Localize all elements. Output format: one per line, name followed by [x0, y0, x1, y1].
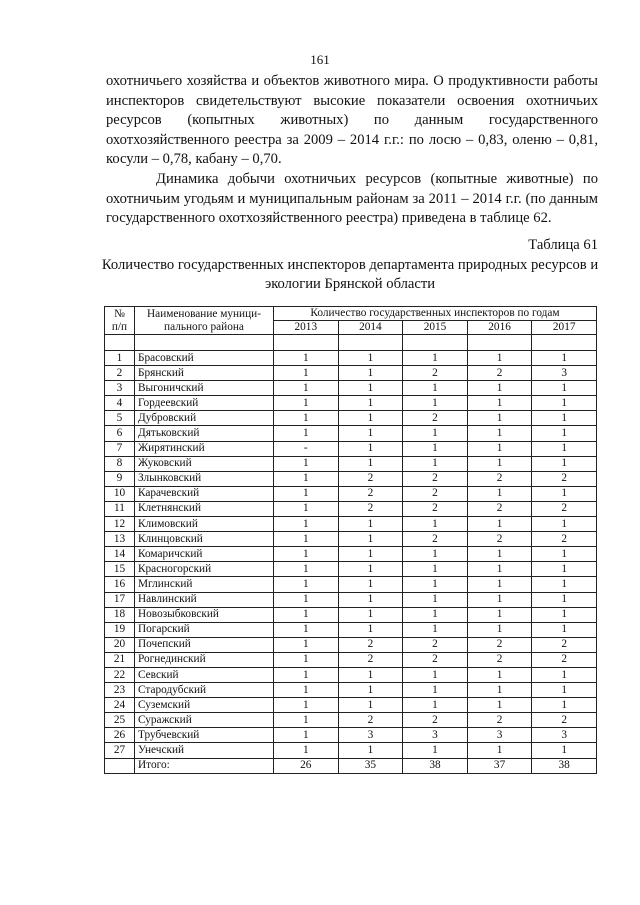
inspector-count: 1 — [532, 683, 597, 698]
district-name: Климовский — [135, 517, 274, 532]
inspector-count: 1 — [274, 547, 339, 562]
table-row — [105, 366, 597, 381]
inspector-count: 1 — [467, 547, 532, 562]
inspector-count: 1 — [403, 577, 468, 592]
inspector-count: 1 — [403, 441, 468, 456]
inspector-count: 1 — [274, 486, 339, 501]
inspector-count: 1 — [274, 562, 339, 577]
inspector-count: 2 — [467, 471, 532, 486]
inspector-count: 1 — [403, 607, 468, 622]
inspector-count: 1 — [274, 698, 339, 713]
district-name: Красногорский — [135, 562, 274, 577]
header-year: 2013 — [274, 321, 339, 335]
district-name: Суражский — [135, 713, 274, 728]
district-name: Клетнянский — [135, 501, 274, 516]
total-count: 38 — [403, 758, 468, 773]
inspector-count: 2 — [338, 501, 403, 516]
inspector-count: 1 — [467, 456, 532, 471]
row-number: 22 — [105, 667, 135, 682]
inspector-count: 1 — [532, 381, 597, 396]
inspector-count: 2 — [467, 532, 532, 547]
header-year: 2017 — [532, 321, 597, 335]
inspector-count: 2 — [532, 501, 597, 516]
inspector-count: 2 — [467, 637, 532, 652]
district-name: Карачевский — [135, 486, 274, 501]
inspector-count: 2 — [403, 713, 468, 728]
table-row — [105, 426, 597, 441]
inspector-count: 1 — [532, 577, 597, 592]
inspector-count: 1 — [403, 592, 468, 607]
row-number: 2 — [105, 366, 135, 381]
inspector-count: 1 — [274, 683, 339, 698]
header-name: Наименование муници- пального района — [135, 307, 274, 335]
row-number: 17 — [105, 592, 135, 607]
row-number: 18 — [105, 607, 135, 622]
inspector-count: 1 — [274, 471, 339, 486]
inspector-count: 3 — [467, 728, 532, 743]
inspector-count: 2 — [403, 652, 468, 667]
table-row — [105, 607, 597, 622]
inspector-count: 1 — [403, 426, 468, 441]
total-num-cell — [105, 758, 135, 773]
district-name: Гордеевский — [135, 396, 274, 411]
inspector-count: 1 — [274, 411, 339, 426]
district-name: Брасовский — [135, 351, 274, 366]
inspector-count: 2 — [403, 501, 468, 516]
inspector-count: 1 — [274, 351, 339, 366]
inspector-count: 1 — [274, 501, 339, 516]
table-row — [105, 547, 597, 562]
paragraph-2: Динамика добычи охотничьих ресурсов (копытные животные) по охотничьим угодьям и муниципальным районам за 2011 – 2014 г.г. (по данным государственного охотхозяйственного реестра) приведена в таблице 62. — [106, 171, 598, 227]
table-row — [105, 622, 597, 637]
inspector-count: 2 — [338, 486, 403, 501]
inspector-count: 2 — [467, 713, 532, 728]
inspector-count: 1 — [467, 607, 532, 622]
inspector-count: 2 — [403, 411, 468, 426]
inspector-count: 1 — [467, 683, 532, 698]
inspector-count: 1 — [274, 728, 339, 743]
table-row — [105, 743, 597, 758]
inspector-count: 1 — [467, 351, 532, 366]
district-name: Суземский — [135, 698, 274, 713]
row-number: 11 — [105, 501, 135, 516]
total-row — [105, 758, 597, 773]
inspector-count: 1 — [338, 607, 403, 622]
row-number: 16 — [105, 577, 135, 592]
table-row — [105, 456, 597, 471]
row-number: 5 — [105, 411, 135, 426]
inspector-count: 1 — [403, 562, 468, 577]
inspector-count: 1 — [338, 592, 403, 607]
inspector-count: 1 — [532, 622, 597, 637]
inspector-count: 1 — [532, 351, 597, 366]
table-row — [105, 486, 597, 501]
table-row — [105, 381, 597, 396]
table-row — [105, 501, 597, 516]
row-number: 3 — [105, 381, 135, 396]
inspector-count: 1 — [338, 426, 403, 441]
inspector-count: 1 — [338, 517, 403, 532]
table-row — [105, 698, 597, 713]
inspector-count: 1 — [467, 517, 532, 532]
inspector-count: 1 — [467, 441, 532, 456]
row-number: 15 — [105, 562, 135, 577]
page-number: 161 — [310, 52, 330, 67]
inspector-count: 1 — [532, 547, 597, 562]
row-number: 1 — [105, 351, 135, 366]
table-row — [105, 592, 597, 607]
inspector-count: 1 — [403, 456, 468, 471]
inspector-count: 2 — [532, 637, 597, 652]
inspector-count: 1 — [467, 396, 532, 411]
inspector-count: 1 — [403, 698, 468, 713]
district-name: Выгоничский — [135, 381, 274, 396]
inspector-count: 1 — [338, 441, 403, 456]
inspector-count: 2 — [532, 652, 597, 667]
table-row — [105, 683, 597, 698]
inspector-count: - — [274, 441, 339, 456]
inspector-count: 1 — [338, 381, 403, 396]
inspector-count: 2 — [338, 471, 403, 486]
header-num: № п/п — [105, 307, 135, 335]
spacer-row — [105, 335, 597, 351]
inspector-count: 3 — [338, 728, 403, 743]
inspector-count: 1 — [467, 562, 532, 577]
table-number: Таблица 61 — [528, 237, 598, 253]
inspector-count: 1 — [274, 517, 339, 532]
inspector-count: 3 — [532, 366, 597, 381]
district-name: Дубровский — [135, 411, 274, 426]
inspector-count: 1 — [532, 441, 597, 456]
row-number: 9 — [105, 471, 135, 486]
inspector-count: 1 — [274, 667, 339, 682]
district-name: Почепский — [135, 637, 274, 652]
inspector-count: 1 — [338, 743, 403, 758]
inspector-count: 1 — [338, 351, 403, 366]
row-number: 13 — [105, 532, 135, 547]
inspector-count: 2 — [403, 471, 468, 486]
district-name: Жирятинский — [135, 441, 274, 456]
inspector-count: 1 — [532, 743, 597, 758]
table-row — [105, 396, 597, 411]
inspector-count: 1 — [338, 562, 403, 577]
district-name: Унечский — [135, 743, 274, 758]
district-name: Новозыбковский — [135, 607, 274, 622]
inspector-count: 1 — [274, 456, 339, 471]
district-name: Брянский — [135, 366, 274, 381]
table-row — [105, 471, 597, 486]
table-row — [105, 637, 597, 652]
inspector-count: 2 — [467, 652, 532, 667]
total-count: 37 — [467, 758, 532, 773]
inspector-count: 2 — [403, 366, 468, 381]
inspector-count: 1 — [403, 743, 468, 758]
inspector-count: 1 — [338, 396, 403, 411]
row-number: 8 — [105, 456, 135, 471]
district-name: Трубчевский — [135, 728, 274, 743]
table-row — [105, 577, 597, 592]
row-number: 4 — [105, 396, 135, 411]
district-name: Стародубский — [135, 683, 274, 698]
inspector-count: 1 — [338, 456, 403, 471]
inspector-count: 1 — [274, 592, 339, 607]
district-name: Злынковский — [135, 471, 274, 486]
table-row — [105, 652, 597, 667]
inspector-count: 1 — [338, 366, 403, 381]
inspector-count: 1 — [403, 622, 468, 637]
inspector-count: 3 — [403, 728, 468, 743]
inspector-count: 1 — [338, 667, 403, 682]
table-row — [105, 562, 597, 577]
inspector-count: 1 — [467, 426, 532, 441]
inspector-count: 1 — [338, 547, 403, 562]
inspector-count: 1 — [338, 577, 403, 592]
inspector-count: 2 — [467, 501, 532, 516]
row-number: 19 — [105, 622, 135, 637]
inspector-count: 1 — [403, 683, 468, 698]
inspector-count: 1 — [532, 607, 597, 622]
inspector-count: 1 — [274, 532, 339, 547]
inspector-count: 1 — [274, 426, 339, 441]
inspector-count: 1 — [532, 562, 597, 577]
inspector-count: 1 — [467, 486, 532, 501]
inspector-count: 2 — [338, 652, 403, 667]
inspector-count: 2 — [403, 637, 468, 652]
table-row — [105, 713, 597, 728]
inspector-count: 1 — [403, 381, 468, 396]
district-name: Погарский — [135, 622, 274, 637]
inspector-count: 2 — [338, 637, 403, 652]
inspector-count: 1 — [274, 577, 339, 592]
inspector-count: 1 — [274, 713, 339, 728]
inspector-count: 2 — [403, 532, 468, 547]
inspector-count: 1 — [338, 698, 403, 713]
table-row — [105, 728, 597, 743]
district-name: Рогнединский — [135, 652, 274, 667]
table-row — [105, 517, 597, 532]
table-row — [105, 351, 597, 366]
header-year: 2016 — [467, 321, 532, 335]
header-year: 2014 — [338, 321, 403, 335]
inspector-count: 1 — [338, 411, 403, 426]
inspector-count: 1 — [338, 683, 403, 698]
district-name: Дятьковский — [135, 426, 274, 441]
row-number: 25 — [105, 713, 135, 728]
district-name: Севский — [135, 667, 274, 682]
row-number: 26 — [105, 728, 135, 743]
inspector-count: 1 — [532, 396, 597, 411]
inspector-count: 1 — [532, 456, 597, 471]
inspector-count: 1 — [532, 698, 597, 713]
row-number: 23 — [105, 683, 135, 698]
inspector-count: 1 — [467, 381, 532, 396]
district-name: Клинцовский — [135, 532, 274, 547]
inspector-count: 1 — [467, 411, 532, 426]
table-row — [105, 532, 597, 547]
inspector-count: 2 — [467, 366, 532, 381]
inspector-count: 2 — [532, 532, 597, 547]
row-number: 12 — [105, 517, 135, 532]
inspector-count: 1 — [274, 381, 339, 396]
inspector-count: 1 — [403, 667, 468, 682]
inspector-count: 1 — [467, 622, 532, 637]
inspector-count: 1 — [274, 743, 339, 758]
inspector-count: 2 — [338, 713, 403, 728]
district-name: Мглинский — [135, 577, 274, 592]
row-number: 14 — [105, 547, 135, 562]
inspector-count: 1 — [274, 607, 339, 622]
inspector-count: 2 — [532, 713, 597, 728]
inspector-count: 1 — [403, 547, 468, 562]
district-name: Навлинский — [135, 592, 274, 607]
inspector-count: 1 — [467, 698, 532, 713]
row-number: 24 — [105, 698, 135, 713]
row-number: 27 — [105, 743, 135, 758]
inspector-count: 1 — [467, 743, 532, 758]
row-number: 7 — [105, 441, 135, 456]
inspector-count: 1 — [274, 622, 339, 637]
district-name: Комаричский — [135, 547, 274, 562]
inspector-count: 1 — [467, 577, 532, 592]
inspector-count: 2 — [403, 486, 468, 501]
inspector-count: 1 — [274, 366, 339, 381]
inspector-count: 3 — [532, 728, 597, 743]
header-year: 2015 — [403, 321, 468, 335]
inspector-count: 1 — [403, 517, 468, 532]
table-row — [105, 667, 597, 682]
total-count: 26 — [274, 758, 339, 773]
inspectors-table — [104, 306, 597, 774]
inspector-count: 1 — [532, 517, 597, 532]
row-number: 6 — [105, 426, 135, 441]
total-count: 35 — [338, 758, 403, 773]
inspector-count: 1 — [274, 637, 339, 652]
header-years-group: Количество государственных инспекторов по годам — [274, 307, 597, 321]
row-number: 21 — [105, 652, 135, 667]
table-row — [105, 411, 597, 426]
paragraph-1: охотничьего хозяйства и объектов животного мира. О продуктивности работы инспекторов свидетельствуют высокие показатели освоения охотничьих ресурсов (копытных животных) по данным государственного охотхозяйственного реестра за 2009 – 2014 г.г.: по лосю – 0,83, оленю – 0,81, косули – 0,78, кабану – 0,70. — [106, 73, 598, 168]
inspector-count: 1 — [532, 426, 597, 441]
inspector-count: 1 — [338, 622, 403, 637]
total-count: 38 — [532, 758, 597, 773]
inspector-count: 2 — [532, 471, 597, 486]
inspector-count: 1 — [532, 592, 597, 607]
inspector-count: 1 — [403, 396, 468, 411]
inspector-count: 1 — [338, 532, 403, 547]
inspector-count: 1 — [274, 652, 339, 667]
total-label: Итого: — [135, 758, 274, 773]
inspector-count: 1 — [467, 667, 532, 682]
inspector-count: 1 — [274, 396, 339, 411]
inspector-count: 1 — [532, 411, 597, 426]
table-title: Количество государственных инспекторов департамента природных ресурсов и экологии Брянской области — [101, 257, 599, 292]
inspector-count: 1 — [467, 592, 532, 607]
district-name: Жуковский — [135, 456, 274, 471]
row-number: 10 — [105, 486, 135, 501]
inspector-count: 1 — [532, 486, 597, 501]
inspector-count: 1 — [403, 351, 468, 366]
table-row — [105, 441, 597, 456]
row-number: 20 — [105, 637, 135, 652]
inspector-count: 1 — [532, 667, 597, 682]
